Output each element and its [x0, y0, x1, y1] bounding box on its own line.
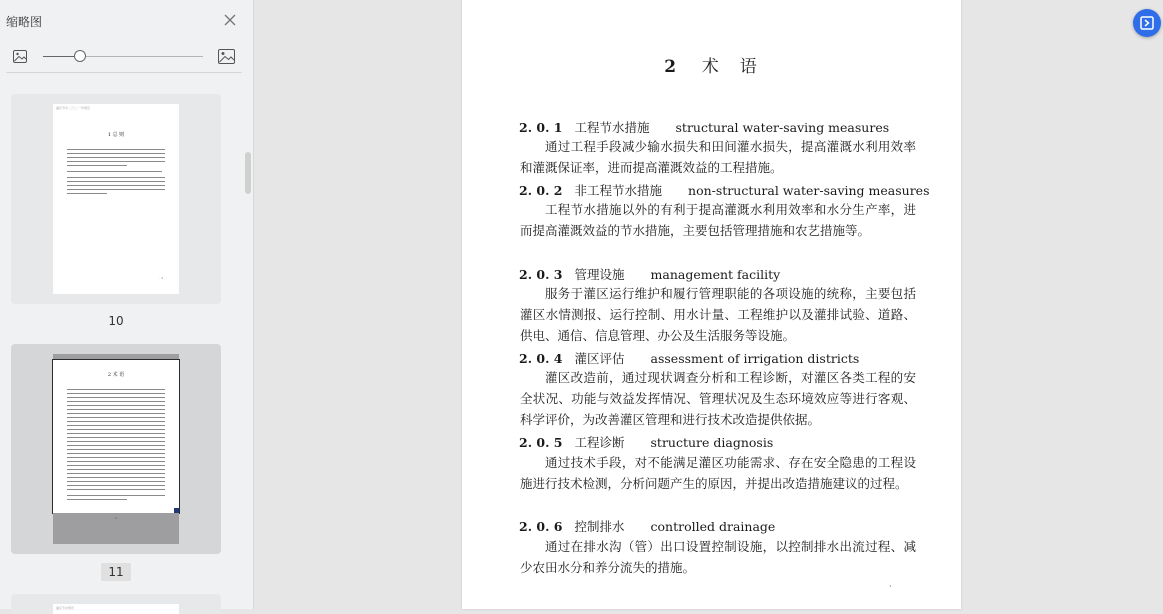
term-definition: 通过技术手段，对不能满足灌区功能需求、存在安全隐患的工程设施进行技术检测，分析问题产生的原因，并提出改造措施建议的过程。 — [520, 455, 916, 491]
term-cn: 控制排水 — [574, 519, 625, 534]
term-en: management facility — [650, 267, 781, 282]
term-number: 2. 0. 4 — [519, 351, 563, 366]
term-definition: 服务于灌区运行维护和履行管理职能的各项设施的统称，主要包括灌区水情测报、运行控制、用水计量、工程维护以及灌排试验、道路、供电、通信、信息管理、办公及生活服务等设施。 — [520, 286, 916, 343]
thumbnail-image — [53, 360, 179, 513]
thumbnail-zoom-control — [0, 44, 254, 70]
zoom-slider-thumb[interactable] — [74, 50, 86, 62]
term-number: 2. 0. 2 — [519, 183, 563, 198]
thumbnail-page-11[interactable] — [11, 344, 221, 554]
term-en: controlled drainage — [650, 519, 776, 534]
term-definition: 通过在排水沟（管）出口设置控制设施，以控制排水出流过程、减少农田水分和养分流失的措施。 — [520, 539, 916, 575]
thumb-header: 灌区节水规范 — [56, 606, 75, 610]
term-heading — [519, 265, 780, 283]
floating-tool-button[interactable] — [1133, 9, 1161, 37]
term-number: 2. 0. 5 — [519, 435, 563, 450]
chapter-title — [462, 52, 961, 77]
term-cn: 工程诊断 — [574, 435, 625, 450]
current-page-marker — [174, 508, 179, 513]
term-number: 2. 0. 1 — [519, 120, 563, 135]
page-mark: · — [889, 582, 892, 591]
sidebar-scrollbar[interactable] — [245, 152, 251, 194]
collapse-panel-icon — [1133, 9, 1161, 37]
term-heading — [519, 181, 929, 199]
term-cn: 非工程节水措施 — [574, 183, 663, 198]
term-en: non-structural water-saving measures — [688, 183, 930, 198]
thumb-title: 2 术 语 — [107, 372, 125, 378]
term-number: 2. 0. 3 — [519, 267, 563, 282]
term-heading — [519, 433, 773, 451]
term-heading — [519, 118, 889, 136]
thumb-footer: · 2 · — [113, 516, 119, 520]
term-heading — [519, 517, 775, 535]
thumbnail-sidebar — [0, 0, 254, 609]
close-icon[interactable] — [222, 12, 238, 28]
thumbnail-page-12[interactable] — [11, 594, 221, 614]
term-cn: 管理设施 — [574, 267, 625, 282]
sidebar-title: 缩略图 — [6, 15, 43, 29]
term-cn: 灌区评估 — [574, 351, 625, 366]
term-heading — [519, 349, 859, 367]
thumbnail-page-10[interactable] — [11, 94, 221, 304]
thumbnail-page-number: 10 — [108, 314, 124, 328]
term-en: assessment of irrigation districts — [650, 351, 860, 366]
term-number: 2. 0. 6 — [519, 519, 563, 534]
thumb-footer: · 1 · — [159, 276, 165, 280]
chapter-name: 术 语 — [701, 57, 759, 77]
chapter-number: 2 — [664, 57, 679, 77]
thumb-title: 1 总 则 — [107, 132, 125, 138]
term-definition: 工程节水措施以外的有利于提高灌溉水利用效率和水分生产率，进而提高灌溉效益的节水措施，主要包括管理措施和农艺措施等。 — [520, 202, 916, 238]
zoom-in-image-icon[interactable] — [218, 49, 235, 64]
term-en: structure diagnosis — [650, 435, 774, 450]
thumbnail-image — [53, 104, 179, 294]
term-definition: 通过工程手段减少输水损失和田间灌水损失，提高灌溉水利用效率和灌溉保证率，进而提高灌溉效益的工程措施。 — [520, 139, 916, 175]
thumb-header: 灌区节水·二〇二一年规范 — [56, 106, 90, 110]
zoom-out-image-icon[interactable] — [13, 50, 27, 63]
document-page — [462, 0, 961, 609]
term-definition: 灌区改造前，通过现状调查分析和工程诊断，对灌区各类工程的安全状况、功能与效益发挥情况、管理状况及生态环境效应等进行客观、科学评价，为改善灌区管理和进行技术改造提供依据。 — [520, 370, 916, 427]
term-cn: 工程节水措施 — [574, 120, 650, 135]
thumbnail-image — [53, 604, 179, 614]
term-en: structural water-saving measures — [675, 120, 890, 135]
thumbnail-page-number-selected: 11 — [101, 563, 131, 581]
sidebar-divider — [6, 72, 242, 73]
